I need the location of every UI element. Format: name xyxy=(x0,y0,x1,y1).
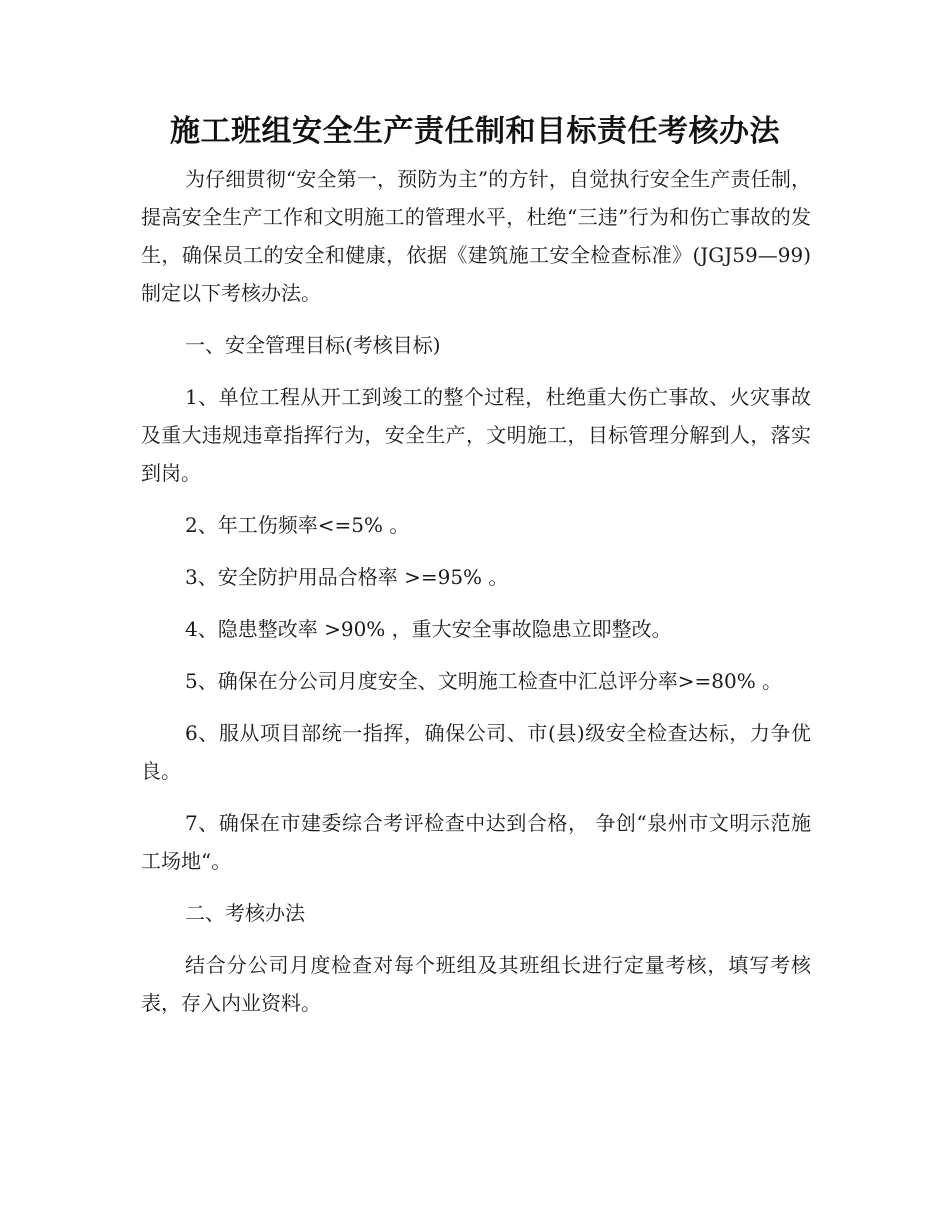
target-item-3: 3、安全防护用品合格率 >=95% 。 xyxy=(185,565,509,589)
section-heading-methods: 二、考核办法 xyxy=(185,901,305,925)
target-item-5: 5、确保在分公司月度安全、文明施工检查中汇总评分率>=80% 。 xyxy=(185,669,783,693)
target-item-7: 7、确保在市建委综合考评检查中达到合格， 争创“泉州市文明示范施工场地“。 xyxy=(141,811,811,873)
target-item-2: 2、年工伤频率<=5% 。 xyxy=(185,513,410,537)
target-item-1: 1、单位工程从开工到竣工的整个过程，杜绝重大伤亡事故、火灾事故及重大违规违章指挥行为，安全生产，文明施工，目标管理分解到人，落实到岗。 xyxy=(141,385,811,485)
methods-paragraph: 结合分公司月度检查对每个班组及其班组长进行定量考核，填写考核表，存入内业资料。 xyxy=(141,953,811,1015)
target-item-4: 4、隐患整改率 >90% ，重大安全事故隐患立即整改。 xyxy=(185,617,672,641)
section-heading-targets: 一、安全管理目标(考核目标) xyxy=(185,333,441,357)
document-title: 施工班组安全生产责任制和目标责任考核办法 xyxy=(170,114,780,149)
document-body xyxy=(141,160,811,1036)
target-item-6: 6、服从项目部统一指挥，确保公司、市(县)级安全检查达标，力争优良。 xyxy=(141,721,811,783)
intro-paragraph: 为仔细贯彻“安全第一，预防为主”的方针，自觉执行安全生产责任制，提高安全生产工作和文明施工的管理水平，杜绝“三违”行为和伤亡事故的发生，确保员工的安全和健康，依据《建筑施工安全检查标准》(JGJ59—99)制定以下考核办法。 xyxy=(141,167,811,305)
